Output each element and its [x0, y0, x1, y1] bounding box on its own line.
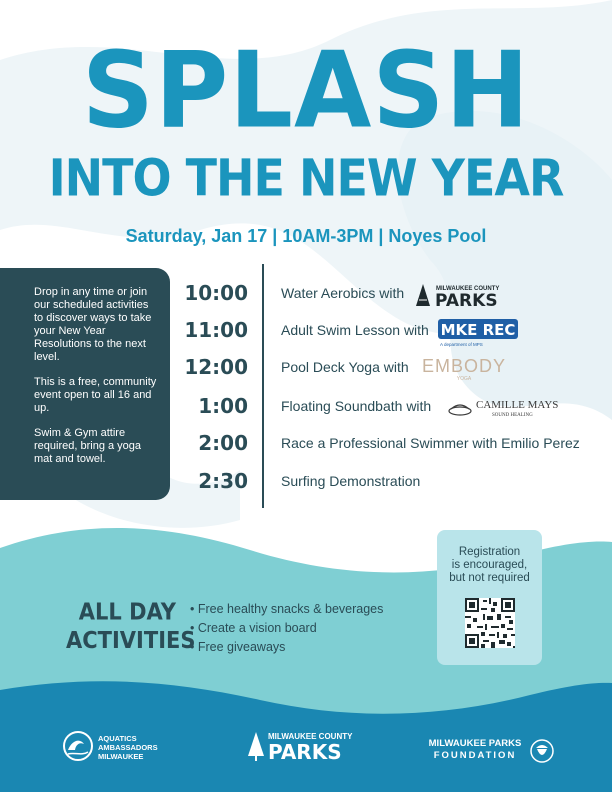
foundation-line-1: MILWAUKEE PARKS	[428, 738, 522, 749]
acorn-icon	[530, 736, 554, 764]
schedule-time: 2:30	[198, 469, 248, 493]
parks-logo-small-text: MILWAUKEE COUNTY	[436, 286, 500, 292]
aquatics-line-3: MILWAUKEE	[98, 752, 144, 761]
embody-yoga-logo	[417, 352, 512, 382]
schedule-row-0100	[0, 391, 612, 421]
list-item: • Free giveaways	[190, 638, 383, 657]
registration-box	[437, 530, 542, 665]
camille-mays-logo	[448, 393, 558, 421]
registration-text	[437, 530, 542, 585]
schedule-event: Race a Professional Swimmer with Emilio Perez	[281, 435, 580, 451]
tree-icon	[246, 732, 266, 762]
subtitle: INTO THE NEW YEAR	[48, 148, 564, 208]
list-item: • Create a vision board	[190, 619, 383, 638]
wave-circle-icon	[62, 730, 94, 762]
schedule-row-1200	[0, 352, 612, 382]
aquatics-line-1: AQUATICS	[98, 734, 137, 743]
schedule-row-0200	[0, 428, 612, 458]
qr-code[interactable]	[465, 598, 515, 648]
schedule-event: Adult Swim Lesson with	[281, 322, 429, 338]
info-paragraph-attire: Swim & Gym attire required, bring a yoga mat and towel.	[34, 427, 142, 465]
registration-line-2: is encouraged,	[451, 559, 528, 571]
info-paragraph-drop-in: Drop in any time or join our scheduled activities to discover ways to take your New Year Resolutions to the next level.	[34, 286, 152, 363]
milwaukee-county-parks-logo	[414, 282, 500, 308]
mke-rec-sub-text: A department of MPS	[440, 342, 483, 347]
list-item: • Free healthy snacks & beverages	[190, 600, 383, 619]
schedule-time: 1:00	[198, 394, 248, 418]
schedule-time: 11:00	[184, 318, 248, 342]
schedule-event: Water Aerobics with	[281, 285, 405, 301]
date-time-location: Saturday, Jan 17 | 10AM-3PM | Noyes Pool	[125, 226, 487, 246]
schedule-row-1000	[0, 278, 612, 308]
camille-sub-text: SOUND HEALING	[492, 413, 533, 418]
parks-footer-small-text: MILWAUKEE COUNTY	[268, 732, 353, 741]
registration-line-1: Registration	[458, 546, 521, 558]
aquatics-line-2: AMBASSADORS	[98, 743, 158, 752]
registration-line-3: but not required	[449, 572, 530, 584]
schedule-time: 10:00	[184, 281, 248, 305]
camille-main-text: CAMILLE MAYS	[476, 399, 558, 411]
parks-logo-main-text: PARKS	[435, 291, 498, 308]
embody-main-text: EMBODY	[421, 356, 507, 376]
all-day-activities-list	[190, 600, 383, 657]
milwaukee-county-parks-footer-logo	[246, 728, 366, 768]
parks-footer-main-text: PARKS	[268, 740, 342, 764]
mke-rec-main-text: MKE REC	[440, 321, 516, 339]
all-day-heading-line-2: ACTIVITIES	[66, 627, 196, 654]
schedule-time: 12:00	[184, 355, 248, 379]
mke-rec-logo	[438, 317, 520, 347]
schedule-time: 2:00	[198, 431, 248, 455]
main-title: SPLASH	[81, 29, 531, 152]
aquatics-ambassadors-logo	[62, 728, 182, 768]
all-day-heading	[66, 597, 196, 654]
schedule-row-1100	[0, 315, 612, 345]
all-day-heading-line-1: ALL DAY	[78, 598, 176, 625]
foundation-line-2: FOUNDATION	[433, 750, 517, 761]
schedule-event: Surfing Demonstration	[281, 473, 421, 489]
milwaukee-parks-foundation-logo	[426, 736, 556, 766]
embody-sub-text: YOGA	[456, 376, 472, 382]
schedule-row-0230	[0, 466, 612, 496]
schedule-event: Floating Soundbath with	[281, 398, 432, 414]
schedule-event: Pool Deck Yoga with	[281, 359, 409, 375]
info-paragraph-free-event: This is a free, community event open to all 16 and up.	[34, 376, 157, 414]
